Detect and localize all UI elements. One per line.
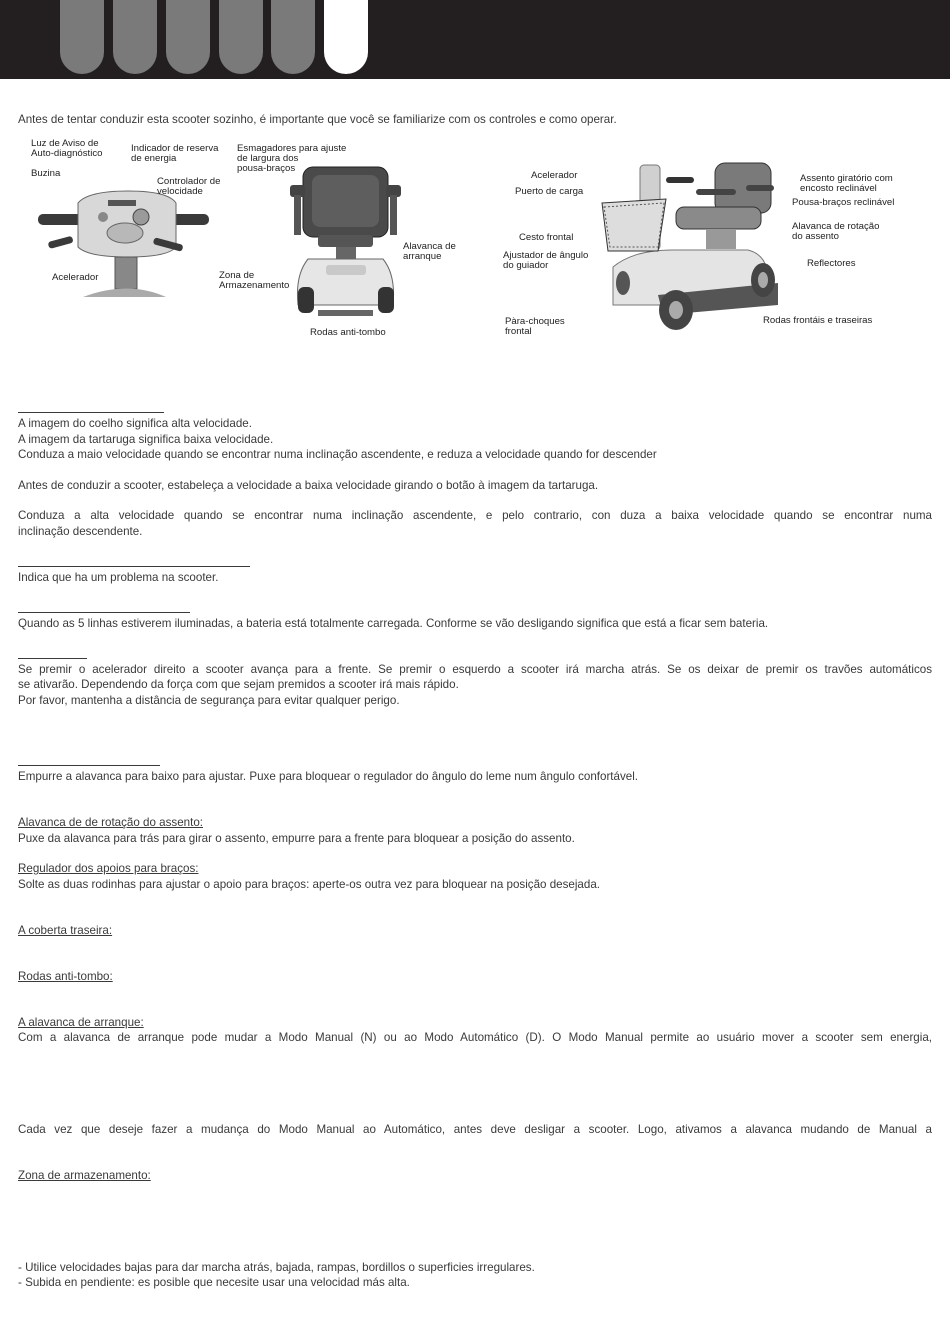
header-tab-5: [271, 0, 315, 74]
label-esmagadores: Esmagadores para ajuste de largura dos pousa-braços: [237, 143, 347, 174]
heading-rule-tiller: [18, 765, 160, 766]
label-acelerador-right: Acelerador: [531, 170, 578, 181]
label-cesto-frontal: Cesto frontal: [519, 232, 574, 243]
drive-lever-title: A alavanca de arranque:: [18, 1016, 144, 1029]
label-assento-giratorio: Assento giratório com encosto reclinável: [800, 173, 893, 194]
accel-line-1: Se premir o acelerador direito a scooter avança para a frente. Se premir o esquerdo a scooter irá marcha atrás. Se os deixar de premir os travões automáticos: [18, 663, 932, 676]
label-reflectores: Reflectores: [807, 258, 856, 269]
header-tab-2: [113, 0, 157, 74]
warning-text: Indica que ha um problema na scooter.: [18, 571, 219, 584]
speed-line-3: Conduza a maio velocidade quando se encontrar numa inclinação ascendente, e reduza a velocidade quando for descender: [18, 448, 657, 461]
tip-line-1: - Utilice velocidades bajas para dar marcha atrás, bajada, rampas, bordillos o superficies irregulares.: [18, 1261, 535, 1274]
armrest-text: Solte as duas rodinhas para ajustar o apoio para braços: aperte-os outra vez para bloquear na posição desejada.: [18, 878, 600, 891]
label-controlador: Controlador de velocidade: [157, 176, 221, 197]
heading-rule-warning: [18, 566, 250, 567]
speed-line-2: A imagem da tartaruga significa baixa velocidade.: [18, 433, 274, 446]
storage-title: Zona de armazenamento:: [18, 1169, 151, 1182]
intro-text: Antes de tentar conduzir esta scooter sozinho, é importante que você se familiarize com os controles e como operar.: [18, 113, 617, 126]
rear-cover-title: A coberta traseira:: [18, 924, 113, 937]
header-tab-4: [219, 0, 263, 74]
heading-rule-speed: [18, 412, 164, 413]
anti-tip-title: Rodas anti-tombo:: [18, 970, 113, 983]
heading-rule-accel: [18, 658, 87, 659]
seat-rotation-title: Alavanca de de rotação do assento:: [18, 816, 203, 829]
label-alavanca-arranque: Alavanca de arranque: [403, 241, 456, 262]
label-indicador-energia: Indicador de reserva de energia: [131, 143, 219, 164]
heading-rule-battery: [18, 612, 190, 613]
armrest-title: Regulador dos apoios para braços:: [18, 862, 199, 875]
label-ajustador-angulo: Ajustador de ângulo do guiador: [503, 250, 589, 271]
accel-line-3: Por favor, mantenha a distância de segurança para evitar qualquer perigo.: [18, 694, 400, 707]
speed-line-4: Antes de conduzir a scooter, estabeleça a velocidade a baixa velocidade girando o botão à imagem da tartaruga.: [18, 479, 599, 492]
label-luz-aviso: Luz de Aviso de Auto-diagnóstico: [31, 138, 103, 159]
tiller-text: Empurre a alavanca para baixo para ajustar. Puxe para bloquear o regulador do ângulo do leme num ângulo confortável.: [18, 770, 639, 783]
header-bar: [0, 0, 950, 79]
controls-figure: [18, 135, 488, 345]
header-tab-active: [324, 0, 368, 74]
tip-line-2: - Subida en pendiente: es posible que necesite usar una velocidad más alta.: [18, 1276, 410, 1289]
seat-rotation-text: Puxe da alavanca para trás para girar o assento, empurre para a frente para bloquear a posição do assento.: [18, 832, 575, 845]
label-pousa-bracos: Pousa-braços reclinável: [792, 197, 895, 208]
header-tab-1: [60, 0, 104, 74]
label-puerto-carga: Puerto de carga: [515, 186, 584, 197]
drive-lever-text: Com a alavanca de arranque pode mudar a Modo Manual (N) ou ao Modo Automático (D). O Modo Manual permite ao usuário mover a scooter sem energia,: [18, 1031, 932, 1044]
speed-line-5: Conduza a alta velocidade quando se encontrar numa inclinação ascendente, e pelo contrario, con duza a baixa velocidade quando se encontrar numa: [18, 509, 932, 522]
header-tab-3: [166, 0, 210, 74]
speed-line-1: A imagem do coelho significa alta velocidade.: [18, 417, 252, 430]
label-buzina: Buzina: [31, 168, 61, 179]
label-alavanca-rotacao: Alavanca de rotação do assento: [792, 221, 880, 242]
label-parachoques: Pàra-choques frontal: [505, 316, 565, 337]
label-rodas-antitombo: Rodas anti-tombo: [310, 327, 386, 338]
speed-line-6: inclinação descendente.: [18, 525, 143, 538]
drive-lever-text-2: Cada vez que deseje fazer a mudança do Modo Manual ao Automático, antes deve desligar a scooter. Logo, ativamos a alavanca mudando de Manual a: [18, 1123, 932, 1136]
label-rodas-frontais: Rodas frontáis e traseiras: [763, 315, 873, 326]
label-zona-armazenamento: Zona de Armazenamento: [219, 270, 290, 291]
scooter-drawing: [602, 163, 778, 330]
label-acelerador-left: Acelerador: [52, 272, 99, 283]
accel-line-2: se ativarão. Dependendo da força com que sejam premidos a scooter irá mais rápido.: [18, 678, 459, 691]
seat-rear-drawing: [290, 167, 401, 316]
battery-text: Quando as 5 linhas estiverem iluminadas, a bateria está totalmente carregada. Conforme se vão desligando significa que está a ficar sem bateria.: [18, 617, 769, 630]
scooter-figure: [498, 155, 938, 345]
